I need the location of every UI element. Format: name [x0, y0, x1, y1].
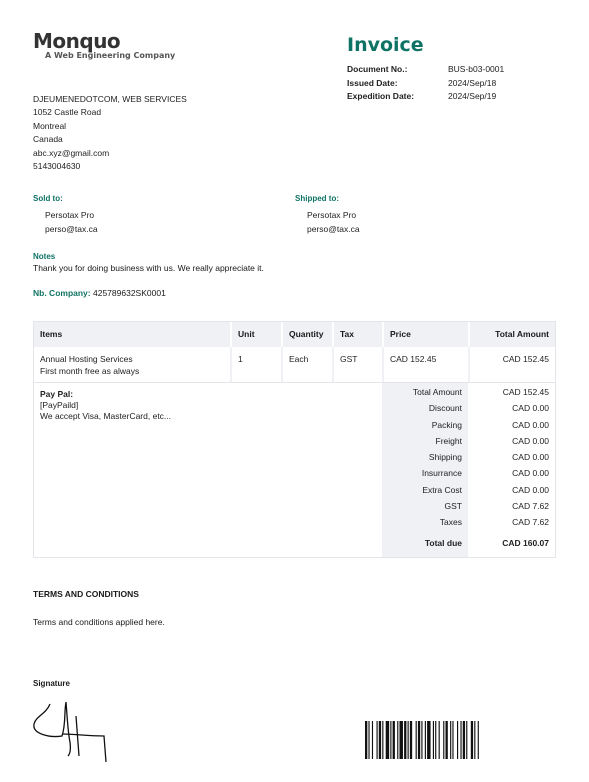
total-due-value: CAD 160.07	[502, 537, 549, 548]
company-email: abc.xyz@gmail.com	[33, 147, 110, 158]
shipped-to-name: Persotax Pro	[307, 210, 357, 220]
totals-values	[468, 383, 555, 557]
company-phone: 5143004630	[33, 161, 81, 172]
header-tax: Tax	[334, 322, 384, 347]
company-city: Montreal	[33, 120, 67, 131]
cell-total: CAD 152.45	[502, 354, 549, 364]
invoice-title: Invoice	[347, 34, 424, 56]
total-label: Discount	[428, 403, 462, 414]
cell-unit: 1	[232, 347, 283, 382]
header-total-amount: Total Amount	[495, 329, 549, 339]
total-value: CAD 0.00	[512, 419, 549, 430]
sold-to-heading: Sold to:	[33, 194, 63, 203]
total-label: Shipping	[428, 452, 462, 463]
barcode-image	[365, 721, 553, 759]
total-value: CAD 7.62	[512, 517, 549, 528]
meta-value: 2024/Sep/19	[448, 91, 497, 101]
invoice-meta	[347, 63, 547, 104]
sold-to-block	[33, 194, 98, 236]
company-number	[33, 288, 166, 298]
sold-to-name: Persotax Pro	[45, 210, 95, 220]
notes-block	[33, 252, 264, 273]
total-value: CAD 0.00	[512, 435, 549, 446]
total-due-label: Total due	[424, 537, 462, 548]
header-unit: Unit	[232, 322, 283, 347]
meta-label: Issued Date:	[347, 77, 398, 88]
shipped-to-email: perso@tax.ca	[307, 224, 360, 234]
total-label: Taxes	[439, 517, 462, 528]
table-row	[34, 347, 555, 383]
items-table	[33, 321, 556, 558]
payment-note: We accept Visa, MasterCard, etc...	[40, 411, 172, 421]
cell-quantity: Each	[283, 347, 334, 382]
brand-tagline: A Web Engineering Company	[45, 51, 176, 60]
total-value: CAD 0.00	[512, 484, 549, 495]
totals-labels	[382, 383, 468, 557]
notes-text: Thank you for doing business with us. We really appreciate it.	[33, 263, 264, 273]
total-label: Total Amount	[412, 387, 462, 397]
terms-text: Terms and conditions applied here.	[33, 617, 165, 627]
payment-heading: Pay Pal:	[40, 389, 74, 399]
signature-drawing	[30, 694, 120, 769]
notes-heading: Notes	[33, 252, 56, 261]
total-value: CAD 0.00	[512, 452, 549, 463]
cell-price: CAD 152.45	[384, 347, 470, 382]
table-header	[34, 322, 555, 347]
total-value: CAD 0.00	[512, 403, 549, 414]
shipped-to-heading: Shipped to:	[295, 194, 339, 203]
total-value: CAD 7.62	[512, 501, 549, 512]
total-label: Packing	[431, 419, 462, 430]
meta-row-issued	[347, 77, 547, 91]
cell-tax: GST	[334, 347, 384, 382]
company-address	[33, 93, 187, 173]
brand-block	[33, 30, 175, 60]
header-quantity: Quantity	[283, 322, 334, 347]
meta-label: Document No.:	[347, 64, 408, 74]
total-label: Insurrance	[421, 468, 462, 479]
signature-heading: Signature	[33, 679, 70, 688]
payment-info	[40, 389, 171, 422]
brand-name: Monquo	[33, 29, 121, 53]
total-label: Extra Cost	[422, 484, 462, 495]
meta-value: BUS-b03-0001	[448, 64, 505, 74]
terms-heading: TERMS AND CONDITIONS	[33, 589, 139, 599]
company-number-label: Nb. Company:	[33, 288, 91, 298]
header-items: Items	[34, 322, 232, 347]
item-name: Annual Hosting Services	[40, 354, 133, 364]
meta-label: Expedition Date:	[347, 91, 415, 101]
company-street: 1052 Castle Road	[33, 107, 102, 118]
item-note: First month free as always	[40, 366, 140, 376]
shipped-to-block	[295, 194, 360, 236]
company-number-value: 425789632SK0001	[93, 288, 166, 298]
total-value: CAD 152.45	[502, 387, 549, 397]
total-label: Freight	[435, 435, 462, 446]
meta-value: 2024/Sep/18	[448, 77, 497, 88]
total-label: GST	[444, 501, 462, 512]
company-country: Canada	[33, 134, 63, 145]
payment-status: [PayPaild]	[40, 400, 79, 410]
company-name: DJEUMENEDOTCOM, WEB SERVICES	[33, 94, 187, 104]
meta-row-expedition	[347, 90, 547, 104]
sold-to-email: perso@tax.ca	[45, 224, 98, 234]
cell-item	[34, 347, 232, 382]
header-price: Price	[384, 322, 470, 347]
total-value: CAD 0.00	[512, 468, 549, 479]
meta-row-document	[347, 63, 547, 77]
